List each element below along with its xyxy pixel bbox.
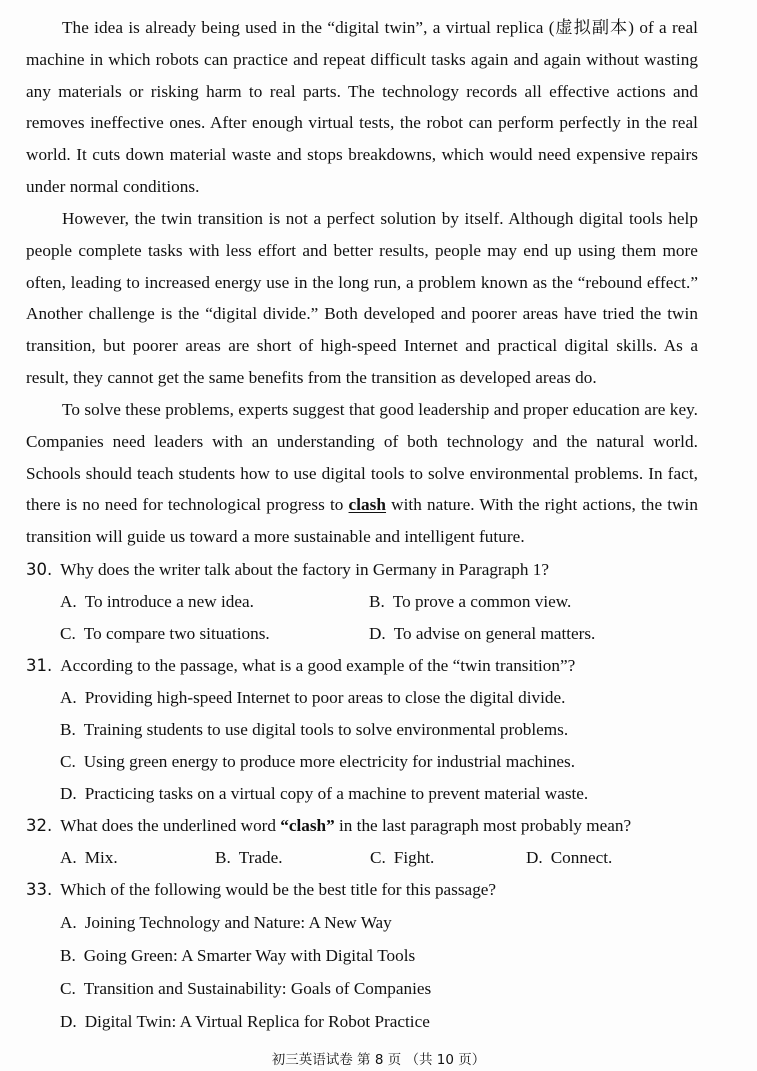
question-33-stem	[26, 878, 716, 902]
question-30-option-c	[60, 622, 270, 646]
option-text: Practicing tasks on a virtual copy of a machine to prevent material waste.	[84, 784, 589, 803]
question-33-option-d	[60, 1010, 430, 1034]
question-30-option-b	[369, 590, 571, 614]
option-text: Providing high-speed Internet to poor areas to close the digital divide.	[84, 688, 566, 707]
option-letter: B.	[60, 720, 76, 739]
question-30-option-a	[60, 590, 254, 614]
option-text: Training students to use digital tools to solve environmental problems.	[83, 720, 569, 739]
question-30-option-d	[369, 622, 595, 646]
question-30-number: 30.	[26, 560, 53, 579]
p3-text-before: To solve these problems, experts suggest that good leadership and proper education are key. Companies need leaders with an understanding of both technology and the natural world. Schools should teach students how to use digital tools to solve environmental problems. In fact, there is no need for technological progress to	[26, 400, 698, 515]
option-text: Trade.	[238, 848, 283, 867]
option-text: Going Green: A Smarter Way with Digital Tools	[83, 946, 416, 965]
question-32-text-before: What does the underlined word	[60, 816, 281, 835]
option-text: Joining Technology and Nature: A New Way	[84, 913, 392, 932]
underlined-word-clash: clash	[348, 495, 387, 515]
option-text: To advise on general matters.	[393, 624, 596, 643]
option-letter: D.	[526, 848, 543, 867]
option-letter: C.	[370, 848, 386, 867]
option-letter: B.	[215, 848, 231, 867]
p1-text-after: ) of a real machine in which robots can practice and repeat difficult tasks again and again without wasting any materials or risking harm to real parts. The technology records all effective actions and removes ineffective ones. After enough virtual tests, the robot can perform perfectly in the real world. It cuts down material waste and stops breakdowns, which would need expensive repairs under normal conditions.	[26, 18, 698, 196]
question-31-option-d	[60, 782, 588, 806]
question-30-text: Why does the writer talk about the factory in Germany in Paragraph 1?	[60, 560, 549, 579]
option-letter: B.	[369, 592, 385, 611]
question-30-stem	[26, 558, 716, 582]
option-letter: B.	[60, 946, 76, 965]
p1-chinese-gloss: 虚拟副本	[554, 18, 629, 37]
option-letter: C.	[60, 624, 76, 643]
option-letter: D.	[60, 784, 77, 803]
question-33-text: Which of the following would be the best title for this passage?	[60, 880, 497, 899]
option-text: Transition and Sustainability: Goals of Companies	[83, 979, 432, 998]
question-32-option-a	[60, 846, 118, 870]
question-32-option-d	[526, 846, 612, 870]
question-32-keyword: “clash”	[280, 816, 335, 835]
passage-paragraph-3	[26, 394, 698, 553]
option-text: Mix.	[84, 848, 118, 867]
option-letter: D.	[60, 1012, 77, 1031]
option-letter: A.	[60, 913, 77, 932]
question-33-option-a	[60, 911, 392, 935]
option-letter: C.	[60, 752, 76, 771]
option-letter: A.	[60, 592, 77, 611]
passage-paragraph-2: However, the twin transition is not a perfect solution by itself. Although digital tools help people complete tasks with less effort and better results, people may end up using them more often, leading to increased energy use in the long run, a problem known as the “rebound effect.” Another challenge is the “digital divide.” Both developed and poorer areas have tried the twin transition, but poorer areas are short of high-speed Internet and practical digital skills. As a result, they cannot get the same benefits from the transition as developed areas do.	[26, 209, 698, 387]
question-33-number: 33.	[26, 880, 53, 899]
option-text: To introduce a new idea.	[84, 592, 254, 611]
option-letter: D.	[369, 624, 386, 643]
option-text: Using green energy to produce more electricity for industrial machines.	[83, 752, 576, 771]
page-footer: 初三英语试卷 第 8 页 （共 10 页）	[271, 1052, 486, 1068]
option-text: Connect.	[550, 848, 613, 867]
question-32-number: 32.	[26, 816, 53, 835]
question-33-option-c	[60, 977, 431, 1001]
option-letter: A.	[60, 848, 77, 867]
option-text: Fight.	[393, 848, 435, 867]
option-text: To compare two situations.	[83, 624, 270, 643]
question-31-number: 31.	[26, 656, 53, 675]
question-31-option-a	[60, 686, 565, 710]
p1-text-before: The idea is already being used in the “digital twin”, a virtual replica (	[62, 18, 555, 37]
question-32-option-c	[370, 846, 434, 870]
question-32-stem	[26, 814, 716, 838]
option-letter: C.	[60, 979, 76, 998]
question-32-text-after: in the last paragraph most probably mean?	[334, 816, 632, 835]
option-text: Digital Twin: A Virtual Replica for Robot Practice	[84, 1012, 430, 1031]
question-31-option-b	[60, 718, 568, 742]
p3-text-after: with nature. With the right actions, the twin transition will guide us toward a more sustainable and intelligent future.	[26, 495, 698, 547]
option-letter: A.	[60, 688, 77, 707]
question-31-stem	[26, 654, 716, 678]
passage-paragraph-1	[26, 12, 698, 203]
option-text: To prove a common view.	[392, 592, 572, 611]
question-32-option-b	[215, 846, 283, 870]
question-33-option-b	[60, 944, 415, 968]
question-31-option-c	[60, 750, 575, 774]
question-31-text: According to the passage, what is a good example of the “twin transition”?	[60, 656, 576, 675]
